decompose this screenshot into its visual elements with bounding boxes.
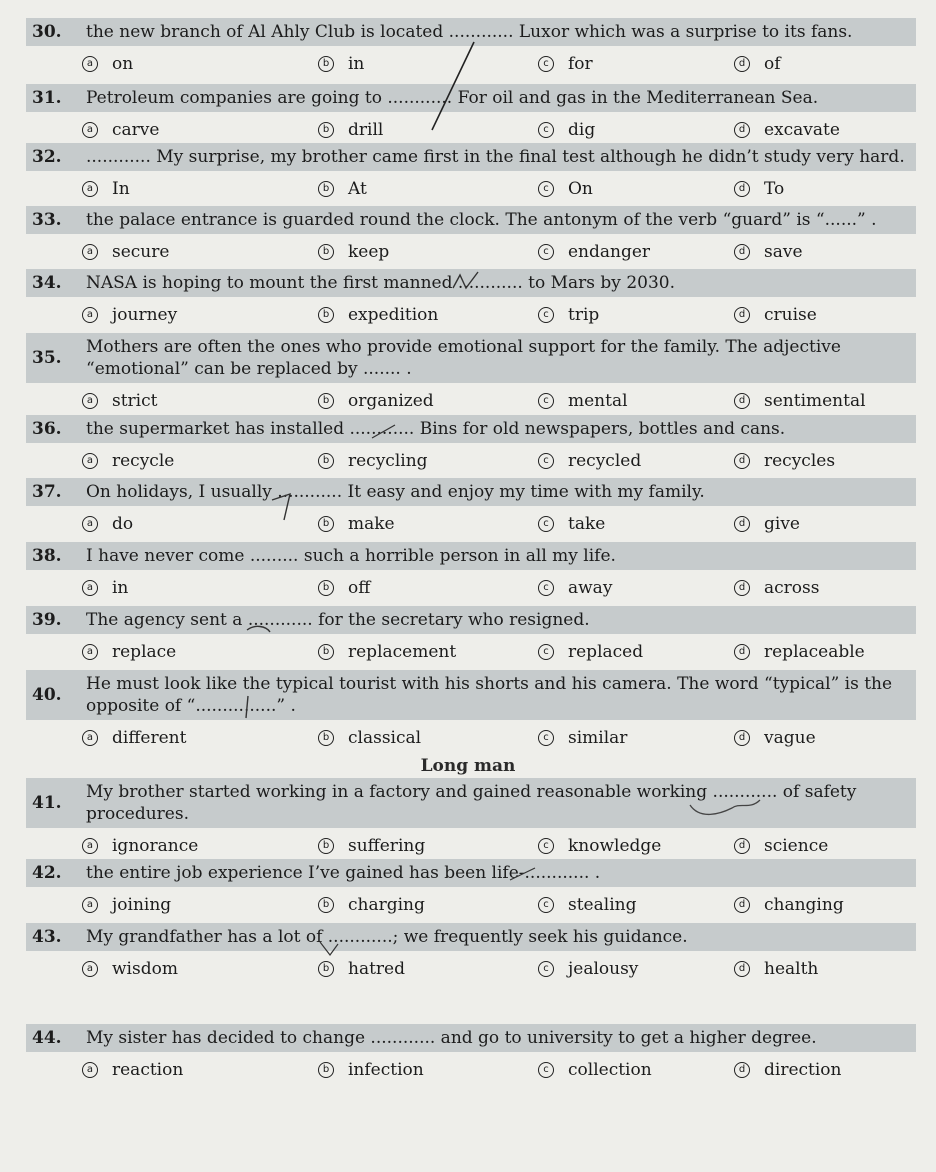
option-letter-d: d — [734, 1062, 750, 1078]
option-label: expedition — [348, 305, 439, 325]
options-row — [26, 828, 916, 862]
option-b[interactable] — [318, 179, 367, 199]
question-stem — [26, 1024, 916, 1052]
option-label: drill — [348, 120, 384, 140]
option-letter-a: a — [82, 961, 98, 977]
question-stem — [26, 670, 916, 720]
question-text: My sister has decided to change ............ and go to university to get a higher degree. — [86, 1028, 817, 1048]
option-c[interactable] — [538, 642, 643, 662]
option-letter-d: d — [734, 181, 750, 197]
option-c[interactable] — [538, 451, 641, 471]
option-letter-c: c — [538, 122, 554, 138]
question-number: 36. — [32, 419, 62, 439]
option-c[interactable] — [538, 1060, 652, 1080]
option-d[interactable] — [734, 578, 819, 598]
option-c[interactable] — [538, 391, 628, 411]
option-label: replaced — [568, 642, 644, 662]
section-heading: Long man — [420, 756, 516, 776]
option-letter-a: a — [82, 644, 98, 660]
question-number: 37. — [32, 482, 62, 502]
options-row — [26, 570, 916, 604]
option-d[interactable] — [734, 514, 800, 534]
question-text: the new branch of Al Ahly Club is located ............ Luxor which was a surprise to its fans. — [86, 22, 853, 42]
option-b[interactable] — [318, 578, 370, 598]
option-letter-b: b — [318, 307, 334, 323]
question-stem — [26, 415, 916, 443]
option-letter-b: b — [318, 644, 334, 660]
option-letter-d: d — [734, 453, 750, 469]
question-text: the supermarket has installed ............ Bins for old newspapers, bottles and cans. — [86, 419, 786, 439]
option-letter-b: b — [318, 181, 334, 197]
option-label: save — [764, 242, 803, 262]
option-a[interactable] — [82, 642, 176, 662]
option-letter-c: c — [538, 897, 554, 913]
question-40 — [26, 670, 916, 754]
option-label: journey — [112, 305, 178, 325]
question-35 — [26, 333, 916, 417]
option-label: ignorance — [112, 836, 199, 856]
question-text: the entire job experience I’ve gained has been life-............ . — [86, 863, 601, 883]
option-letter-d: d — [734, 393, 750, 409]
option-letter-a: a — [82, 56, 98, 72]
option-d[interactable] — [734, 895, 844, 915]
question-text: My grandfather has a lot of ............; we frequently seek his guidance. — [86, 927, 688, 947]
option-label: trip — [568, 305, 600, 325]
option-label: in — [112, 578, 129, 598]
option-letter-a: a — [82, 307, 98, 323]
question-text: the palace entrance is guarded round the clock. The antonym of the verb “guard” is “......” . — [86, 210, 877, 230]
question-32 — [26, 143, 916, 205]
option-letter-d: d — [734, 244, 750, 260]
option-letter-b: b — [318, 453, 334, 469]
option-letter-b: b — [318, 122, 334, 138]
question-number: 31. — [32, 88, 62, 108]
option-label: joining — [112, 895, 172, 915]
options-row — [26, 887, 916, 921]
option-letter-c: c — [538, 516, 554, 532]
option-letter-a: a — [82, 393, 98, 409]
question-text: NASA is hoping to mount the first manned ............ to Mars by 2030. — [86, 273, 675, 293]
option-label: recycling — [348, 451, 428, 471]
option-a[interactable] — [82, 514, 133, 534]
question-stem — [26, 84, 916, 112]
option-letter-c: c — [538, 181, 554, 197]
question-stem — [26, 18, 916, 46]
question-text: He must look like the typical tourist with his shorts and his camera. The word “typical” is the opposite of “...............” . — [86, 674, 893, 716]
question-text: My brother started working in a factory and gained reasonable working ............ of safety procedures. — [86, 782, 857, 824]
option-label: replace — [112, 642, 177, 662]
options-row — [26, 720, 916, 754]
option-letter-a: a — [82, 453, 98, 469]
option-a[interactable] — [82, 578, 128, 598]
option-c[interactable] — [538, 959, 638, 979]
option-b[interactable] — [318, 120, 383, 140]
option-a[interactable] — [82, 391, 157, 411]
option-label: away — [568, 578, 613, 598]
options-row — [26, 234, 916, 268]
option-letter-b: b — [318, 730, 334, 746]
option-b[interactable] — [318, 836, 425, 856]
question-44 — [26, 1024, 916, 1086]
option-label: hatred — [348, 959, 405, 979]
options-row — [26, 112, 916, 146]
option-letter-a: a — [82, 516, 98, 532]
question-stem — [26, 206, 916, 234]
option-b[interactable] — [318, 728, 421, 748]
question-text: Mothers are often the ones who provide emotional support for the family. The adjective “emotional” can be replaced by ....... . — [86, 337, 841, 379]
option-label: charging — [348, 895, 425, 915]
option-letter-c: c — [538, 244, 554, 260]
question-stem — [26, 478, 916, 506]
option-label: carve — [112, 120, 160, 140]
option-a[interactable] — [82, 895, 171, 915]
question-stem — [26, 542, 916, 570]
question-number: 39. — [32, 610, 62, 630]
question-number: 35. — [32, 348, 62, 368]
options-row — [26, 634, 916, 668]
question-text: I have never come ......... such a horrible person in all my life. — [86, 546, 616, 566]
option-d[interactable] — [734, 391, 866, 411]
option-c[interactable] — [538, 836, 661, 856]
question-37 — [26, 478, 916, 540]
option-a[interactable] — [82, 242, 169, 262]
option-d[interactable] — [734, 959, 818, 979]
question-41 — [26, 778, 916, 862]
options-row — [26, 383, 916, 417]
option-a[interactable] — [82, 728, 186, 748]
option-d[interactable] — [734, 642, 865, 662]
option-letter-b: b — [318, 897, 334, 913]
question-36 — [26, 415, 916, 477]
option-c[interactable] — [538, 120, 595, 140]
option-label: on — [112, 54, 134, 74]
options-row — [26, 297, 916, 331]
question-text: On holidays, I usually ............ It easy and enjoy my time with my family. — [86, 482, 705, 502]
option-letter-d: d — [734, 122, 750, 138]
option-letter-b: b — [318, 961, 334, 977]
question-number: 43. — [32, 927, 62, 947]
option-label: sentimental — [764, 391, 866, 411]
option-label: stealing — [568, 895, 637, 915]
option-letter-b: b — [318, 56, 334, 72]
option-letter-b: b — [318, 1062, 334, 1078]
option-letter-b: b — [318, 838, 334, 854]
option-label: off — [348, 578, 371, 598]
question-number: 40. — [32, 685, 62, 705]
option-d[interactable] — [734, 728, 816, 748]
question-stem — [26, 143, 916, 171]
option-letter-c: c — [538, 453, 554, 469]
option-label: cruise — [764, 305, 817, 325]
option-a[interactable] — [82, 305, 177, 325]
option-c[interactable] — [538, 514, 605, 534]
option-d[interactable] — [734, 242, 803, 262]
option-letter-c: c — [538, 393, 554, 409]
option-letter-d: d — [734, 730, 750, 746]
question-number: 44. — [32, 1028, 62, 1048]
option-letter-c: c — [538, 644, 554, 660]
question-31 — [26, 84, 916, 146]
option-label: across — [764, 578, 820, 598]
option-label: collection — [568, 1060, 652, 1080]
option-letter-a: a — [82, 1062, 98, 1078]
option-letter-d: d — [734, 644, 750, 660]
option-label: jealousy — [568, 959, 639, 979]
option-label: similar — [568, 728, 628, 748]
question-text: ............ My surprise, my brother came first in the final test although he didn’t study very hard. — [86, 147, 905, 167]
question-stem — [26, 269, 916, 297]
option-c[interactable] — [538, 895, 636, 915]
option-letter-b: b — [318, 580, 334, 596]
option-letter-d: d — [734, 580, 750, 596]
option-b[interactable] — [318, 451, 428, 471]
option-label: keep — [348, 242, 390, 262]
option-d[interactable] — [734, 54, 781, 74]
option-a[interactable] — [82, 836, 198, 856]
option-d[interactable] — [734, 451, 835, 471]
question-34 — [26, 269, 916, 331]
option-label: vague — [764, 728, 816, 748]
option-letter-a: a — [82, 181, 98, 197]
option-c[interactable] — [538, 242, 650, 262]
options-row — [26, 506, 916, 540]
option-letter-b: b — [318, 244, 334, 260]
option-label: replaceable — [764, 642, 865, 662]
option-label: recycles — [764, 451, 836, 471]
option-a[interactable] — [82, 1060, 183, 1080]
option-b[interactable] — [318, 514, 395, 534]
question-33 — [26, 206, 916, 268]
question-stem — [26, 859, 916, 887]
option-a[interactable] — [82, 179, 130, 199]
option-letter-d: d — [734, 56, 750, 72]
option-d[interactable] — [734, 305, 817, 325]
option-label: organized — [348, 391, 434, 411]
option-label: recycled — [568, 451, 642, 471]
option-a[interactable] — [82, 54, 133, 74]
question-30 — [26, 18, 916, 80]
question-number: 41. — [32, 793, 62, 813]
option-label: for — [568, 54, 593, 74]
option-b[interactable] — [318, 1060, 424, 1080]
option-label: science — [764, 836, 829, 856]
option-c[interactable] — [538, 305, 599, 325]
question-stem — [26, 778, 916, 828]
option-label: recycle — [112, 451, 175, 471]
option-label: do — [112, 514, 134, 534]
option-letter-c: c — [538, 838, 554, 854]
options-row — [26, 1052, 916, 1086]
option-label: suffering — [348, 836, 426, 856]
option-letter-c: c — [538, 307, 554, 323]
option-letter-b: b — [318, 393, 334, 409]
option-label: wisdom — [112, 959, 178, 979]
option-letter-d: d — [734, 516, 750, 532]
question-number: 38. — [32, 546, 62, 566]
option-label: endanger — [568, 242, 651, 262]
option-label: mental — [568, 391, 628, 411]
option-b[interactable] — [318, 959, 405, 979]
option-letter-d: d — [734, 838, 750, 854]
option-label: At — [348, 179, 367, 199]
options-row — [26, 951, 916, 985]
option-b[interactable] — [318, 642, 456, 662]
option-b[interactable] — [318, 895, 425, 915]
option-label: direction — [764, 1060, 842, 1080]
question-38 — [26, 542, 916, 604]
option-letter-a: a — [82, 122, 98, 138]
question-number: 30. — [32, 22, 62, 42]
options-row — [26, 46, 916, 80]
question-stem — [26, 606, 916, 634]
option-label: reaction — [112, 1060, 184, 1080]
option-label: health — [764, 959, 819, 979]
option-a[interactable] — [82, 120, 159, 140]
option-label: classical — [348, 728, 422, 748]
options-row — [26, 443, 916, 477]
option-label: secure — [112, 242, 170, 262]
option-b[interactable] — [318, 54, 364, 74]
option-d[interactable] — [734, 120, 840, 140]
question-number: 33. — [32, 210, 62, 230]
option-c[interactable] — [538, 578, 612, 598]
option-letter-c: c — [538, 56, 554, 72]
option-letter-a: a — [82, 897, 98, 913]
option-label: in — [348, 54, 365, 74]
option-d[interactable] — [734, 179, 784, 199]
option-letter-b: b — [318, 516, 334, 532]
question-text: The agency sent a ............ for the secretary who resigned. — [86, 610, 590, 630]
options-row — [26, 171, 916, 205]
option-letter-d: d — [734, 307, 750, 323]
question-39 — [26, 606, 916, 668]
option-letter-d: d — [734, 897, 750, 913]
option-c[interactable] — [538, 179, 593, 199]
question-number: 34. — [32, 273, 62, 293]
question-stem — [26, 333, 916, 383]
option-label: strict — [112, 391, 158, 411]
question-43 — [26, 923, 916, 985]
question-stem — [26, 923, 916, 951]
question-text: Petroleum companies are going to ............ For oil and gas in the Mediterranean Sea. — [86, 88, 819, 108]
option-label: knowledge — [568, 836, 662, 856]
option-letter-a: a — [82, 730, 98, 746]
option-letter-c: c — [538, 1062, 554, 1078]
option-label: give — [764, 514, 800, 534]
option-label: On — [568, 179, 593, 199]
question-number: 32. — [32, 147, 62, 167]
option-label: dig — [568, 120, 596, 140]
option-letter-c: c — [538, 961, 554, 977]
option-label: changing — [764, 895, 844, 915]
option-b[interactable] — [318, 391, 434, 411]
option-a[interactable] — [82, 451, 174, 471]
option-letter-c: c — [538, 730, 554, 746]
option-letter-a: a — [82, 244, 98, 260]
option-d[interactable] — [734, 1060, 841, 1080]
option-a[interactable] — [82, 959, 178, 979]
option-label: excavate — [764, 120, 840, 140]
option-letter-c: c — [538, 580, 554, 596]
question-42 — [26, 859, 916, 921]
option-b[interactable] — [318, 305, 438, 325]
option-c[interactable] — [538, 54, 593, 74]
option-label: make — [348, 514, 395, 534]
option-label: of — [764, 54, 781, 74]
option-label: In — [112, 179, 130, 199]
option-letter-d: d — [734, 961, 750, 977]
option-label: To — [764, 179, 785, 199]
option-d[interactable] — [734, 836, 828, 856]
option-label: infection — [348, 1060, 424, 1080]
option-label: take — [568, 514, 606, 534]
option-b[interactable] — [318, 242, 389, 262]
option-label: different — [112, 728, 187, 748]
option-label: replacement — [348, 642, 457, 662]
option-c[interactable] — [538, 728, 627, 748]
option-letter-a: a — [82, 580, 98, 596]
question-number: 42. — [32, 863, 62, 883]
option-letter-a: a — [82, 838, 98, 854]
